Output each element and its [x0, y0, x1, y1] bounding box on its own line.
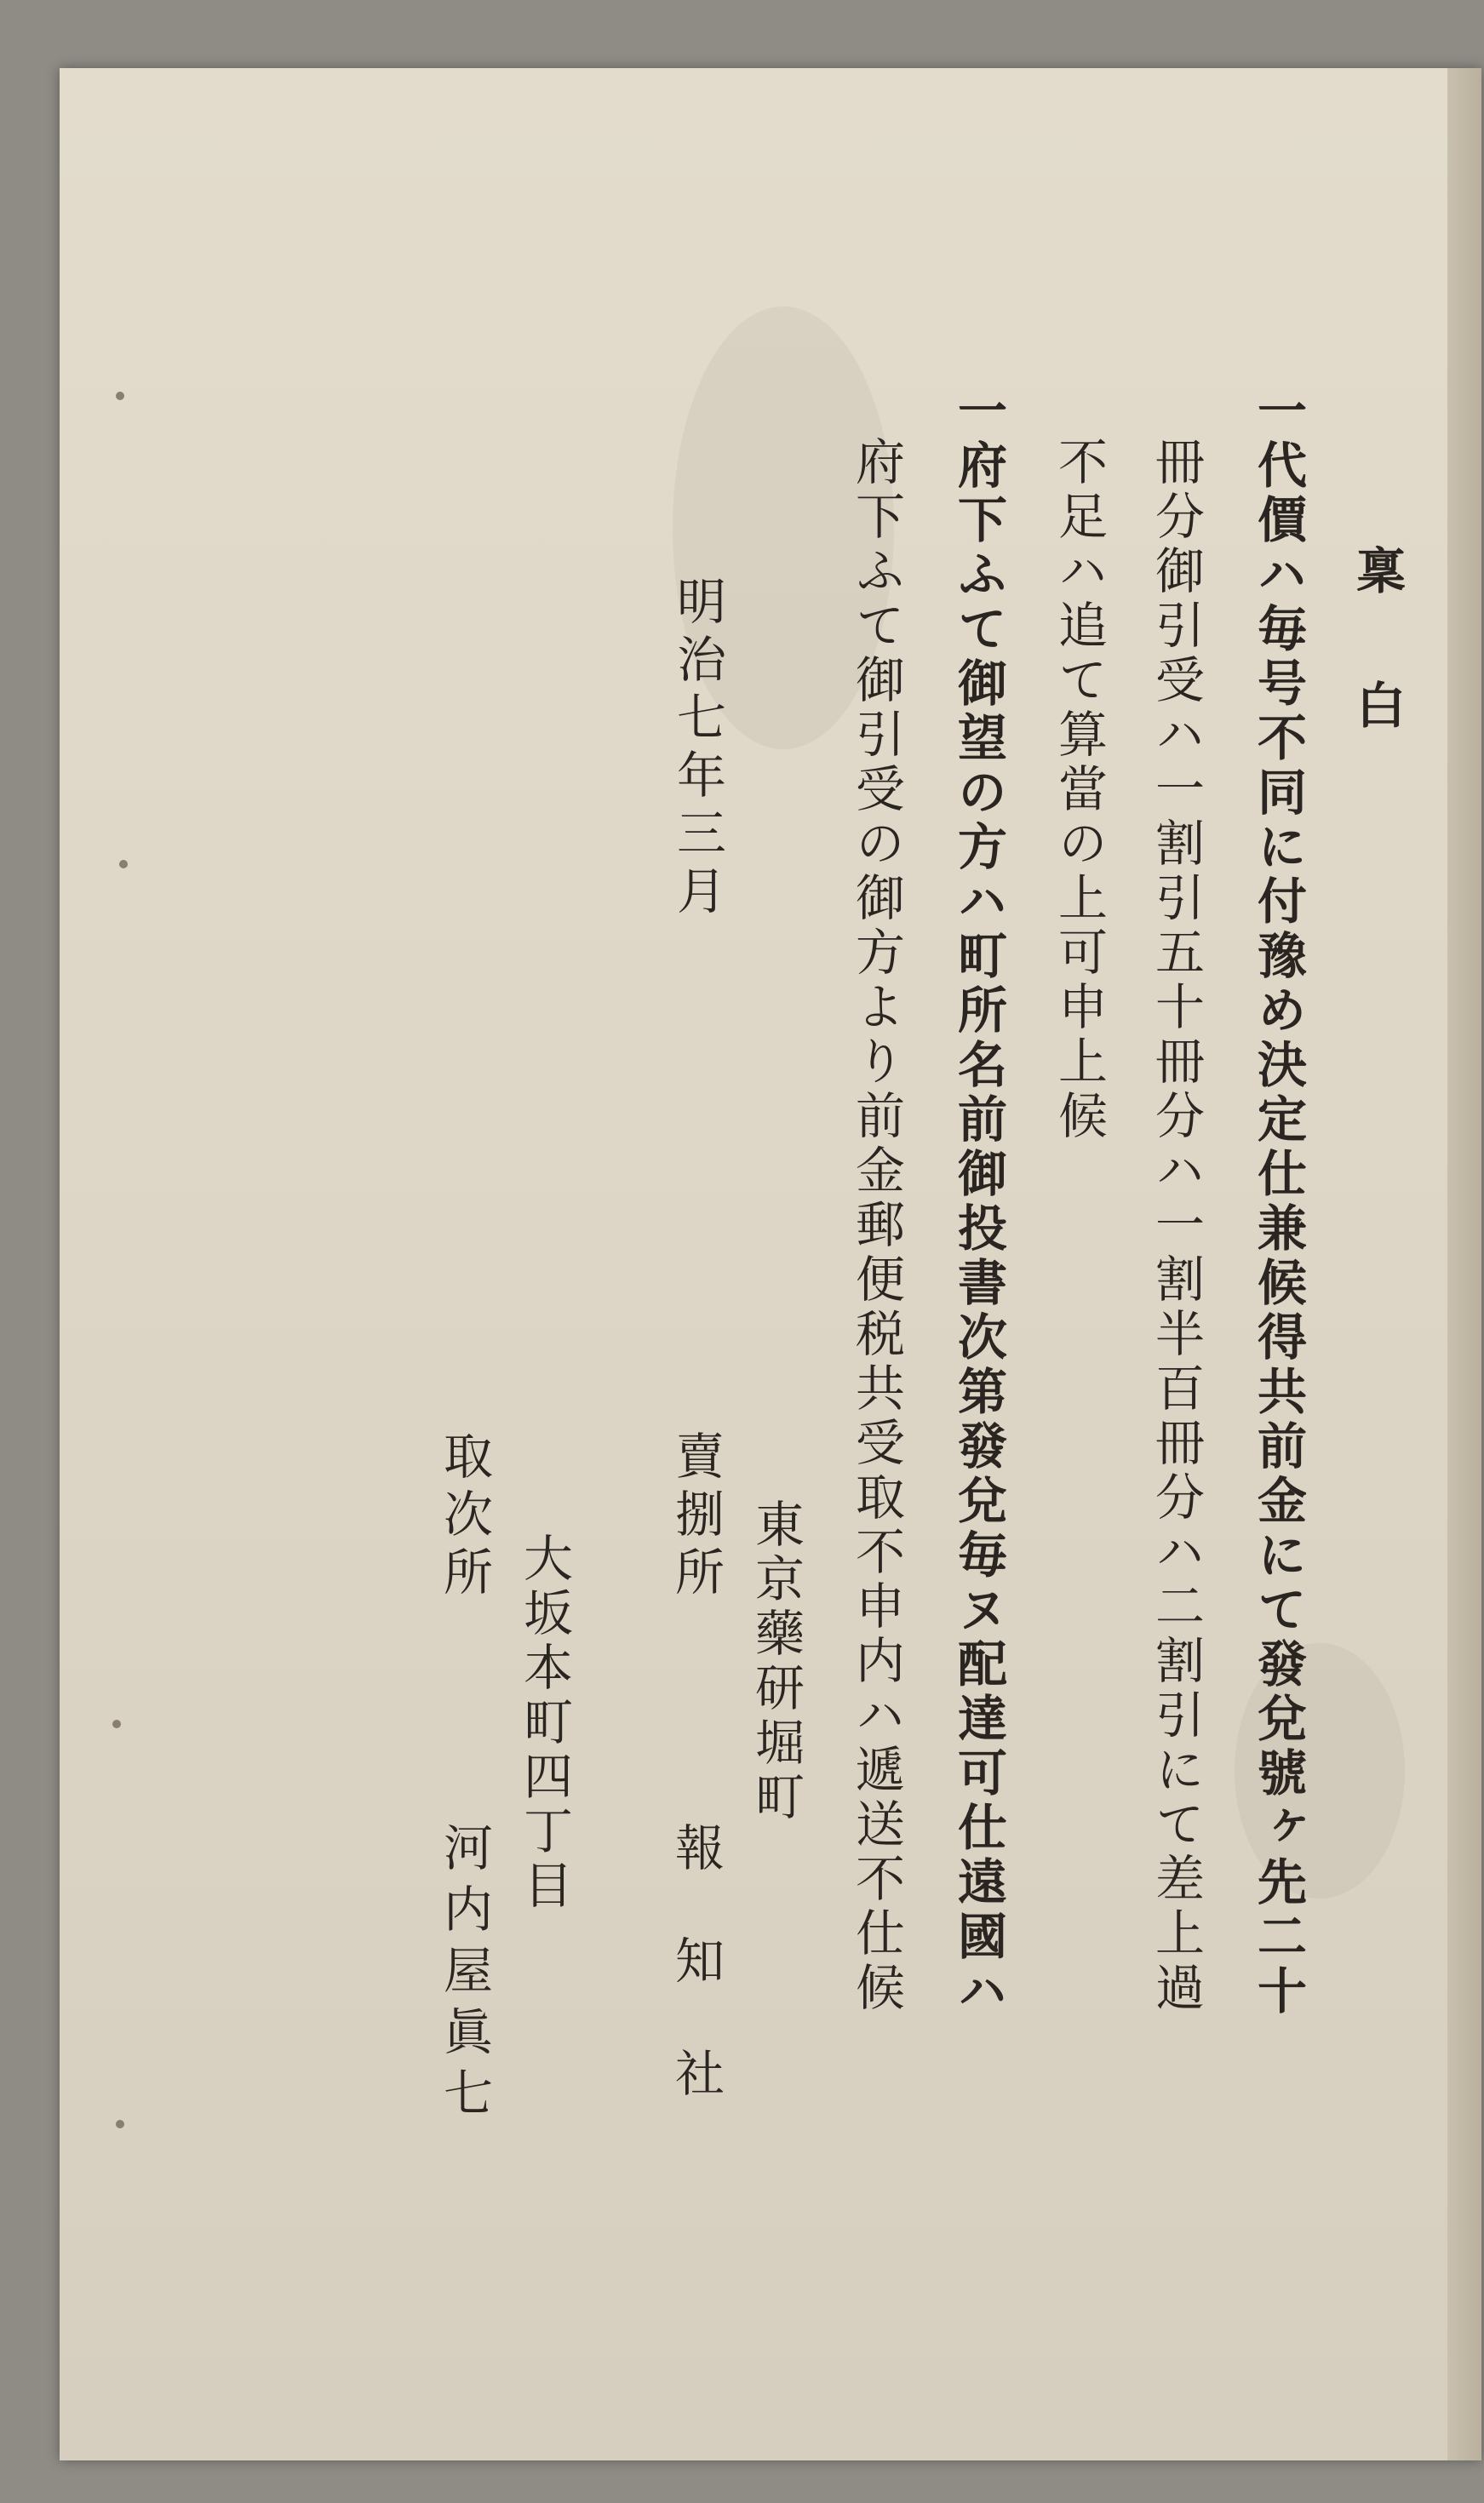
paragraph-1-line-3: 不足ハ追て算當の上可申上候 [1050, 436, 1108, 1144]
binding-hole [112, 1720, 121, 1728]
agent-label: 取次所 [435, 1430, 493, 1604]
page-edge [1447, 68, 1481, 2460]
binding-hole [116, 2120, 124, 2128]
paragraph-2-line-2: 府下ふて御引受の御方より前金郵便税共受取不申内ハ遞送不仕候 [847, 436, 905, 2016]
agent-name: 河内屋眞七 [435, 1822, 493, 2128]
publisher-address: 東京藥研堀町 [747, 1498, 805, 1825]
binding-hole [119, 860, 128, 868]
agent-address: 大坂本町四丁目 [515, 1532, 573, 1914]
publisher-label: 賣捌所 [667, 1430, 725, 1604]
paragraph-1-line-2: 冊分御引受ハ一割引五十冊分ハ一割半百冊分ハ二割引にて差上過 [1147, 436, 1205, 2016]
paragraph-2-line-1: 一府下ふて御望の方ハ町所名前御投書次第發兌毎ヌ配達可仕遠國ハ [949, 385, 1007, 2019]
binding-hole [116, 392, 124, 400]
publisher-name: 報 知 社 [667, 1822, 725, 2121]
paragraph-1-line-1: 一代價ハ毎号不同に付豫め決定仕兼候得共前金にて發兌號ヶ先二十 [1249, 385, 1307, 2019]
notice-title: 稟白 [1348, 545, 1406, 814]
issue-date: 明治七年三月 [668, 576, 726, 923]
